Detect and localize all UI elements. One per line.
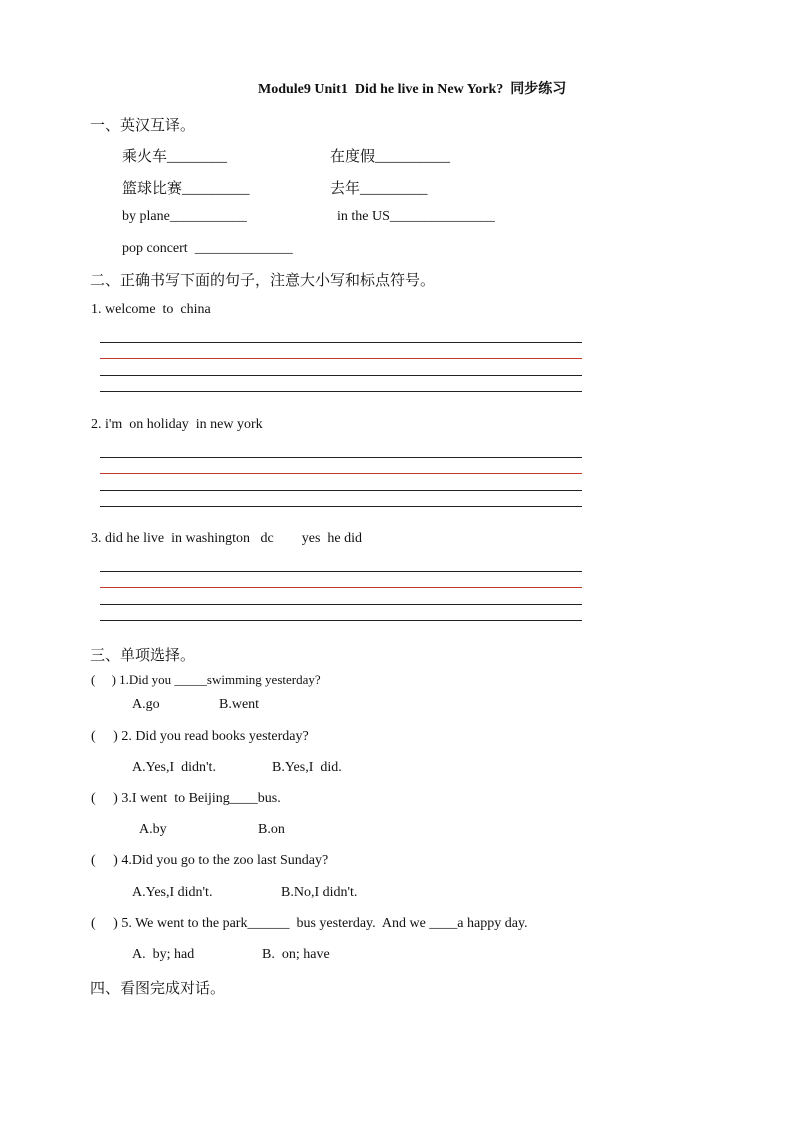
rule-line-red — [100, 358, 582, 359]
question-5-option-b: B. on; have — [262, 947, 330, 962]
rule-line — [100, 457, 582, 458]
item-by-plane: by plane___________ — [122, 209, 247, 224]
item-basketball-match: 篮球比赛_________ — [122, 181, 250, 197]
question-1-option-a: A.go — [132, 697, 160, 712]
item-on-holiday: 在度假__________ — [330, 149, 451, 165]
item-take-train: 乘火车________ — [122, 149, 228, 165]
question-5-option-a: A. by; had — [132, 947, 195, 962]
rule-line — [100, 604, 582, 605]
section4-heading: 四、看图完成对话。 — [90, 981, 226, 997]
question-3-stem: ( ) 3.I went to Beijing____bus. — [91, 791, 281, 806]
section2-heading: 二、正确书写下面的句子，注意大小写和标点符号。 — [90, 273, 436, 289]
question-4-stem: ( ) 4.Did you go to the zoo last Sunday? — [91, 853, 329, 868]
question-1-stem: ( ) 1.Did you _____swimming yesterday? — [91, 672, 321, 687]
rule-line-red — [100, 473, 582, 474]
rule-line — [100, 342, 582, 343]
section1-heading: 一、英汉互译。 — [90, 118, 196, 134]
question-5-stem: ( ) 5. We went to the park______ bus yesterday. And we ____a happy day. — [91, 916, 528, 931]
item-in-the-us: in the US_______________ — [337, 209, 495, 224]
sentence-2: 2. i'm on holiday in new york — [91, 417, 263, 432]
question-2-stem: ( ) 2. Did you read books yesterday? — [91, 729, 309, 744]
rule-line-red — [100, 587, 582, 588]
question-3-option-b: B.on — [258, 822, 285, 837]
rule-line — [100, 571, 582, 572]
section3-heading: 三、单项选择。 — [90, 648, 196, 664]
question-3-option-a: A.by — [139, 822, 167, 837]
rule-line — [100, 375, 582, 376]
rule-line — [100, 506, 582, 507]
question-2-option-b: B.Yes,I did. — [272, 760, 342, 775]
rule-line — [100, 391, 582, 392]
sentence-3: 3. did he live in washington dc yes he did — [91, 531, 363, 546]
sentence-1: 1. welcome to china — [91, 302, 211, 317]
page-title: Module9 Unit1 Did he live in New York? 同步练习 — [258, 82, 567, 97]
rule-line — [100, 620, 582, 621]
item-pop-concert: pop concert ______________ — [122, 241, 293, 256]
question-2-option-a: A.Yes,I didn't. — [132, 760, 216, 775]
item-last-year: 去年_________ — [330, 181, 428, 197]
question-4-option-a: A.Yes,I didn't. — [132, 885, 213, 900]
question-4-option-b: B.No,I didn't. — [281, 885, 358, 900]
question-1-option-b: B.went — [219, 697, 260, 712]
rule-line — [100, 490, 582, 491]
